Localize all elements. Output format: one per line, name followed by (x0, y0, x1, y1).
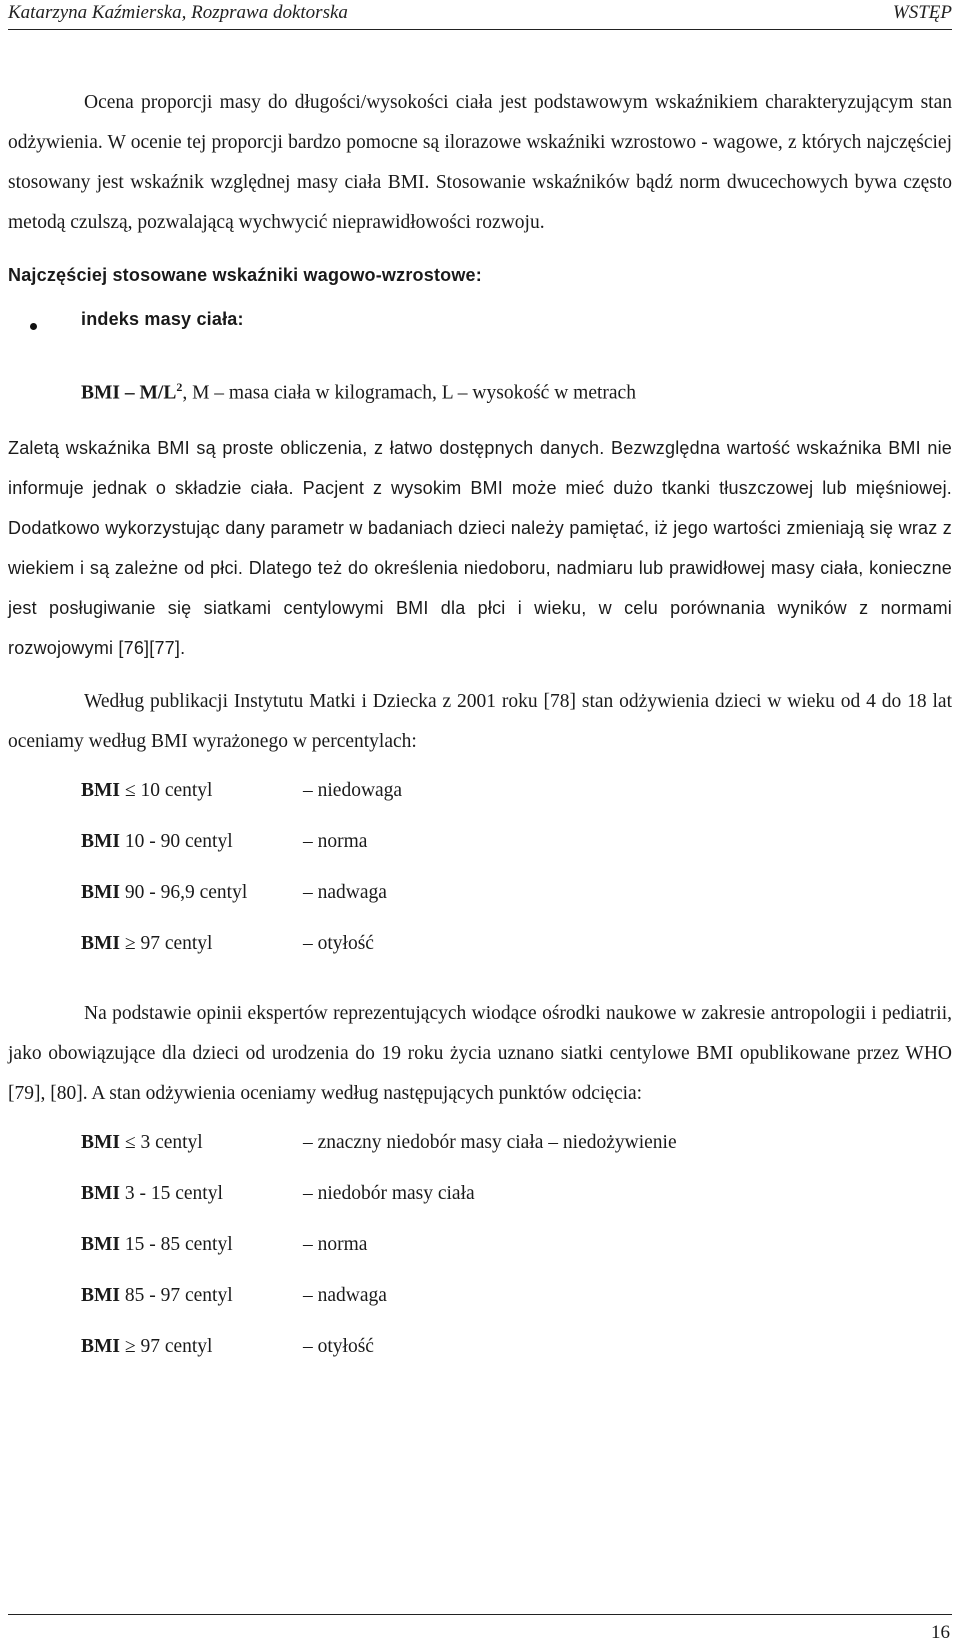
row-range: ≥ 97 centyl (120, 1335, 213, 1357)
row-label: – norma (303, 1233, 368, 1255)
row-bmi: BMI (81, 1284, 120, 1306)
percentile-table-imid (81, 776, 952, 980)
table-row (81, 1128, 952, 1179)
row-label: – znaczny niedobór masy ciała – niedożywienie (303, 1131, 677, 1153)
row-range: 85 - 97 centyl (120, 1284, 233, 1306)
row-range: ≤ 10 centyl (120, 779, 213, 801)
row-bmi: BMI (81, 779, 120, 801)
paragraph-imid: Według publikacji Instytutu Matki i Dziecka z 2001 roku [78] stan odżywienia dzieci w wieku od 4 do 18 lat oceniamy według BMI wyrażonego w percentylach: (8, 690, 952, 752)
row-bmi: BMI (81, 1182, 120, 1204)
bullet-label: indeks masy ciała: (81, 309, 244, 329)
row-label: – nadwaga (303, 1284, 387, 1306)
header-section: WSTĘP (892, 2, 952, 23)
page-body (8, 83, 952, 1383)
row-bmi: BMI (81, 1233, 120, 1255)
row-range: 10 - 90 centyl (120, 830, 233, 852)
row-range: 15 - 85 centyl (120, 1233, 233, 1255)
table-row (81, 1332, 952, 1383)
row-range: ≥ 97 centyl (120, 932, 213, 954)
row-label: – otyłość (303, 932, 374, 954)
row-bmi: BMI (81, 932, 120, 954)
table-row (81, 1281, 952, 1332)
table-row (81, 1230, 952, 1281)
row-label: – otyłość (303, 1335, 374, 1357)
paragraph-bmi-advantages: Zaletą wskaźnika BMI są proste obliczenia, z łatwo dostępnych danych. Bezwzględna wartość wskaźnika BMI nie informuje jednak o składzie ciała. Pacjent z wysokim BMI może mieć dużo tkanki tłuszczowej lub mięśniowej. Dodatkowo wykorzystując dany parametr w badaniach dzieci należy pamiętać, iż jego wartości zmieniają się wraz z wiekiem i są zależne od płci. Dlatego też do określenia niedoboru, nadmiaru lub prawidłowej masy ciała, konieczne jest posługiwanie się siatkami centylowymi BMI dla płci i wieku, w celu porównania wyników z normami rozwojowymi [76][77]. (8, 437, 952, 658)
percentile-table-who (81, 1128, 952, 1383)
row-label: – norma (303, 830, 368, 852)
formula-description: , M – masa ciała w kilogramach, L – wysokość w metrach (182, 382, 636, 404)
bullet-item (8, 303, 952, 349)
table-row (81, 878, 952, 929)
row-range: 3 - 15 centyl (120, 1182, 223, 1204)
paragraph-who: Na podstawie opinii ekspertów reprezentujących wiodące ośrodki naukowe w zakresie antropologii i pediatrii, jako obowiązujące dla dzieci od urodzenia do 19 roku życia uznano siatki centylowe BMI opublikowane przez WHO [79], [80]. A stan odżywienia oceniamy według następujących punktów odcięcia: (8, 1002, 952, 1104)
row-label: – niedobór masy ciała (303, 1182, 475, 1204)
paragraph-intro: Ocena proporcji masy do długości/wysokości ciała jest podstawowym wskaźnikiem charakteryzującym stan odżywienia. W ocenie tej proporcji bardzo pomocne są ilorazowe wskaźniki wzrostowo - wagowe, z których najczęściej stosowany jest wskaźnik względnej masy ciała BMI. Stosowanie wskaźników bądź norm dwucechowych bywa często metodą czulszą, pozwalającą wychwycić nieprawidłowości rozwoju. (8, 92, 952, 233)
header-author: Katarzyna Kaźmierska, Rozprawa doktorska (8, 2, 348, 23)
row-label: – nadwaga (303, 881, 387, 903)
row-bmi: BMI (81, 1335, 120, 1357)
formula-dash: – (120, 382, 140, 404)
table-row (81, 1179, 952, 1230)
page-number: 16 (931, 1622, 950, 1643)
row-bmi: BMI (81, 1131, 120, 1153)
header-divider (8, 29, 952, 30)
table-row (81, 929, 952, 980)
formula-exponent: 2 (176, 380, 183, 394)
footer-divider (8, 1614, 952, 1615)
section-heading: Najczęściej stosowane wskaźniki wagowo-wzrostowe: (8, 265, 482, 285)
row-range: 90 - 96,9 centyl (120, 881, 248, 903)
row-label: – niedowaga (303, 779, 403, 801)
table-row (81, 827, 952, 878)
row-range: ≤ 3 centyl (120, 1131, 203, 1153)
page-header (8, 2, 952, 28)
row-bmi: BMI (81, 830, 120, 852)
bullet-icon (30, 323, 37, 330)
formula-ml: M/L (139, 382, 177, 404)
bmi-formula (81, 367, 952, 414)
formula-bmi: BMI (81, 382, 120, 404)
table-row (81, 776, 952, 827)
row-bmi: BMI (81, 881, 120, 903)
